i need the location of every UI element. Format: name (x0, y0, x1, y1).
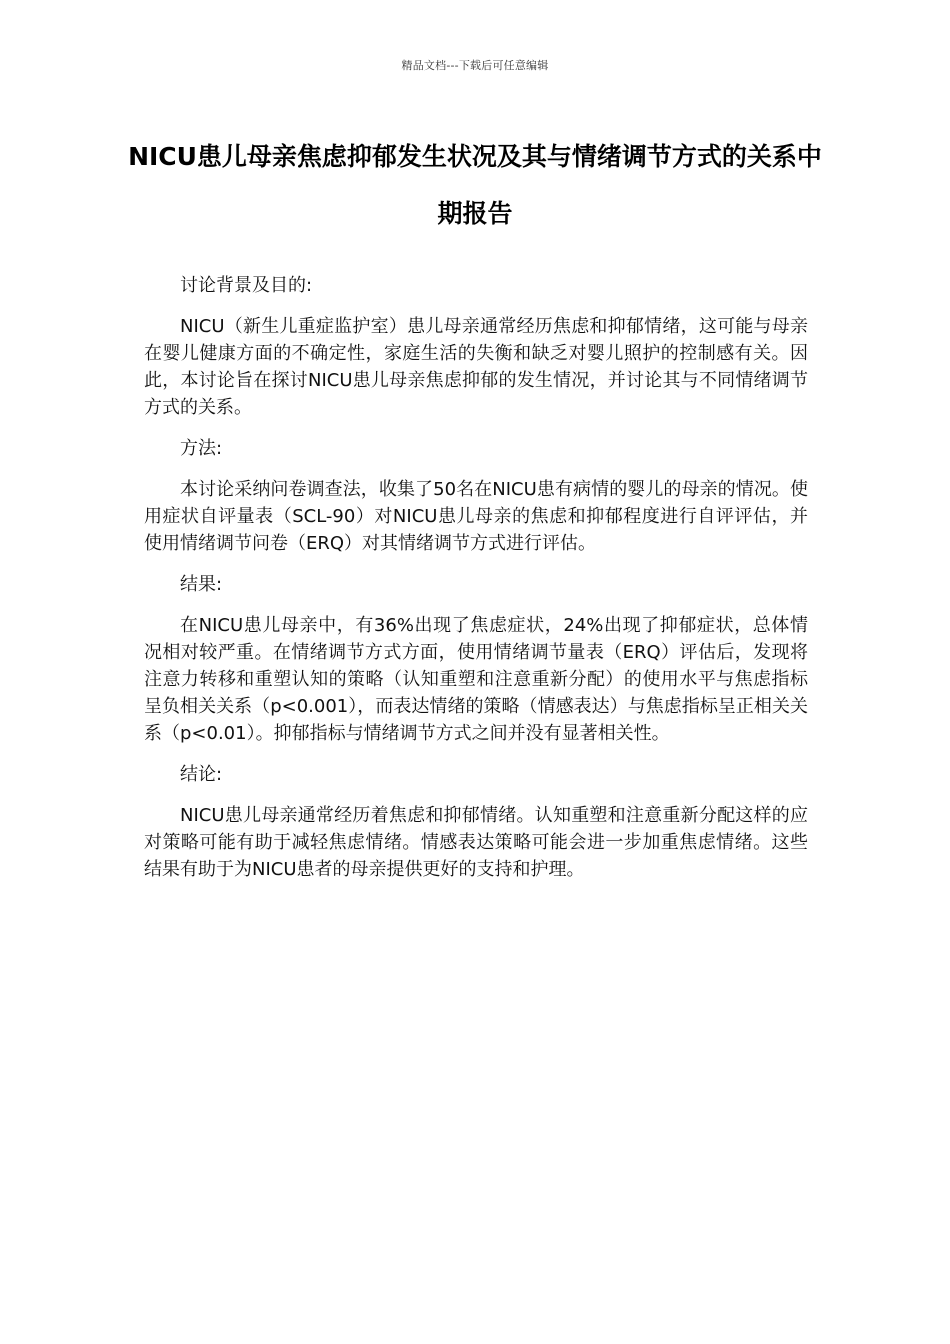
section-heading-results: 结果: (180, 574, 223, 595)
section-text-background: NICU（新生儿重症监护室）患儿母亲通常经历焦虑和抑郁情绪，这可能与母亲在婴儿健康方面的不确定性，家庭生活的失衡和缺乏对婴儿照护的控制感有关。因此，本讨论旨在探讨NICU患儿母亲焦虑抑郁的发生情况，并讨论其与不同情绪调节方式的关系。 (144, 316, 808, 418)
section-heading-conclusion: 结论: (180, 764, 223, 785)
section-text-results: 在NICU患儿母亲中，有36%出现了焦虑症状，24%出现了抑郁症状，总体情况相对较严重。在情绪调节方式方面，使用情绪调节量表（ERQ）评估后，发现将注意力转移和重塑认知的策略（认知重塑和注意重新分配）的使用水平与焦虑指标呈负相关关系（p<0.001），而表达情绪的策略（情感表达）与焦虑指标呈正相关关系（p<0.01）。抑郁指标与情绪调节方式之间并没有显著相关性。 (144, 615, 808, 744)
section-heading-background: 讨论背景及目的: (180, 275, 313, 296)
section-heading-methods: 方法: (180, 438, 223, 459)
section-text-conclusion: NICU患儿母亲通常经历着焦虑和抑郁情绪。认知重塑和注意重新分配这样的应对策略可能有助于减轻焦虑情绪。情感表达策略可能会进一步加重焦虑情绪。这些结果有助于为NICU患者的母亲提供更好的支持和护理。 (144, 805, 808, 880)
document-body (144, 272, 808, 897)
section-text-methods: 本讨论采纳问卷调查法，收集了50名在NICU患有病情的婴儿的母亲的情况。使用症状自评量表（SCL-90）对NICU患儿母亲的焦虑和抑郁程度进行自评评估，并使用情绪调节问卷（ERQ）对其情绪调节方式进行评估。 (144, 479, 808, 554)
header-note: 精品文档---下载后可任意编辑 (401, 59, 549, 72)
document-title: NICU患儿母亲焦虑抑郁发生状况及其与情绪调节方式的关系中期报告 (128, 142, 822, 228)
